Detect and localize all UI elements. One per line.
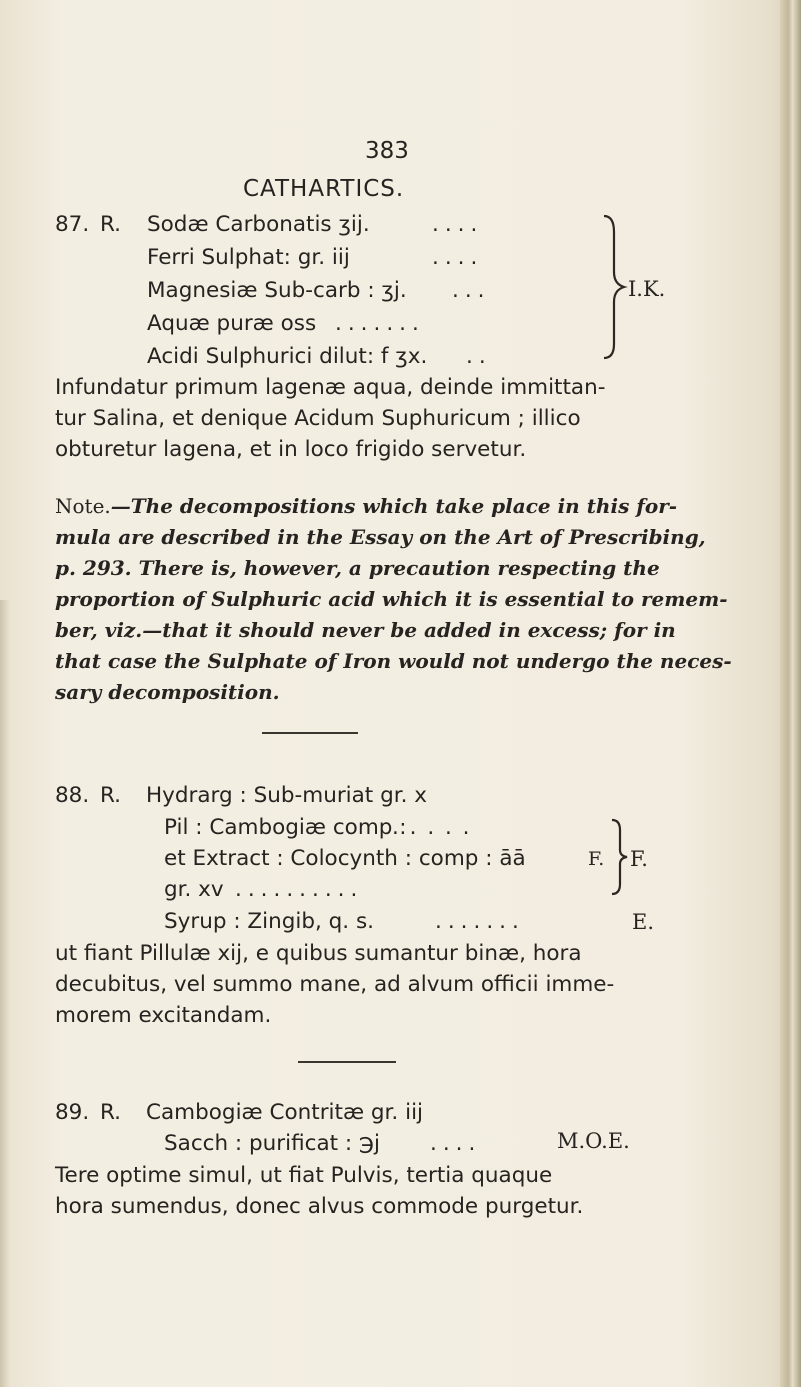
rx87-leader-dots: .... — [432, 212, 484, 237]
rx87-ingredient: Sodæ Carbonatis ʒij. — [147, 212, 370, 237]
rx87-directions-line: tur Salina, et denique Acidum Suphuricum ; illico — [55, 406, 581, 431]
rx87-note-line: p. 293. There is, however, a precaution respecting the — [55, 556, 660, 580]
rx87-ingredient: Acidi Sulphurici dilut: f ʒx. — [147, 344, 428, 369]
rx87-note-line: Note.—The decompositions which take place in this for- — [55, 494, 678, 518]
rx88-ingredient: Hydrarg : Sub-muriat gr. x — [146, 783, 427, 808]
rx87-note-line: ber, viz.—that it should never be added in excess; for in — [55, 618, 676, 642]
page-title: CATHARTICS. — [243, 176, 405, 202]
rx88-recipe-symbol: R. — [100, 783, 122, 808]
rx88-number: 88. — [55, 783, 90, 808]
rx87-number: 87. — [55, 212, 90, 237]
rx89-signature: M.O.E. — [557, 1129, 630, 1153]
rx87-leader-dots: .... — [432, 245, 484, 270]
section-divider — [262, 732, 358, 734]
rx88-brace — [608, 816, 632, 898]
rx88-inner-signature: F. — [588, 848, 605, 870]
rx87-note-line: mula are described in the Essay on the Art of Prescribing, — [55, 525, 706, 549]
rx88-directions-line: ut fiant Pillulæ xij, e quibus sumantur binæ, hora — [55, 941, 582, 966]
rx88-ingredient: et Extract : Colocynth : comp : āā — [164, 846, 526, 871]
rx89-ingredient: Cambogiæ Contritæ gr. iij — [146, 1100, 424, 1125]
rx87-directions-line: obturetur lagena, et in loco frigido servetur. — [55, 437, 527, 462]
rx88-leader-dots: ....... — [435, 909, 525, 934]
rx87-leader-dots: ....... — [335, 311, 425, 336]
rx88-ingredient: Pil : Cambogiæ comp : — [164, 815, 407, 840]
rx87-signature: I.K. — [628, 277, 666, 301]
rx87-directions-line: Infundatur primum lagenæ aqua, deinde immittan- — [55, 375, 606, 400]
rx87-leader-dots: .. — [466, 344, 492, 369]
rx89-directions-line: Tere optime simul, ut fiat Pulvis, tertia quaque — [55, 1163, 553, 1188]
rx88-leader-dots: .......... — [235, 877, 364, 902]
page-number: 383 — [365, 138, 409, 164]
rx87-note-line: proportion of Sulphuric acid which it is essential to remem- — [55, 587, 728, 611]
rx87-leader-dots: ... — [452, 278, 491, 303]
page-gutter-shadow — [0, 600, 10, 1387]
rx87-ingredient: Ferri Sulphat: gr. iij — [147, 245, 350, 270]
rx87-note-line: that case the Sulphate of Iron would not undergo the neces- — [55, 649, 732, 673]
rx88-directions-line: morem excitandam. — [55, 1003, 272, 1028]
rx87-brace — [600, 212, 630, 362]
rx87-recipe-symbol: R. — [100, 212, 122, 237]
book-edge — [780, 0, 801, 1387]
rx87-ingredient: Aquæ puræ oss — [147, 311, 317, 336]
rx89-number: 89. — [55, 1100, 90, 1125]
note-label: Note. — [55, 494, 111, 518]
rx88-directions-line: decubitus, vel summo mane, ad alvum officii imme- — [55, 972, 615, 997]
rx89-leader-dots: .... — [430, 1131, 482, 1156]
rx88-ingredient: gr. xv — [164, 877, 224, 902]
rx88-signature: F. — [630, 847, 648, 871]
rx89-directions-line: hora sumendus, donec alvus commode purgetur. — [55, 1194, 584, 1219]
rx89-recipe-symbol: R. — [100, 1100, 122, 1125]
rx88-ingredient: Syrup : Zingib, q. s. — [164, 909, 375, 934]
rx87-ingredient: Magnesiæ Sub-carb : ʒj. — [147, 278, 407, 303]
rx87-note-line: sary decomposition. — [55, 680, 280, 704]
section-divider — [298, 1061, 396, 1063]
rx88-line-signature: E. — [632, 910, 655, 934]
rx89-ingredient: Sacch : purificat : ℈j — [164, 1131, 380, 1156]
rx88-leader-dots: . . . . . — [392, 815, 472, 840]
